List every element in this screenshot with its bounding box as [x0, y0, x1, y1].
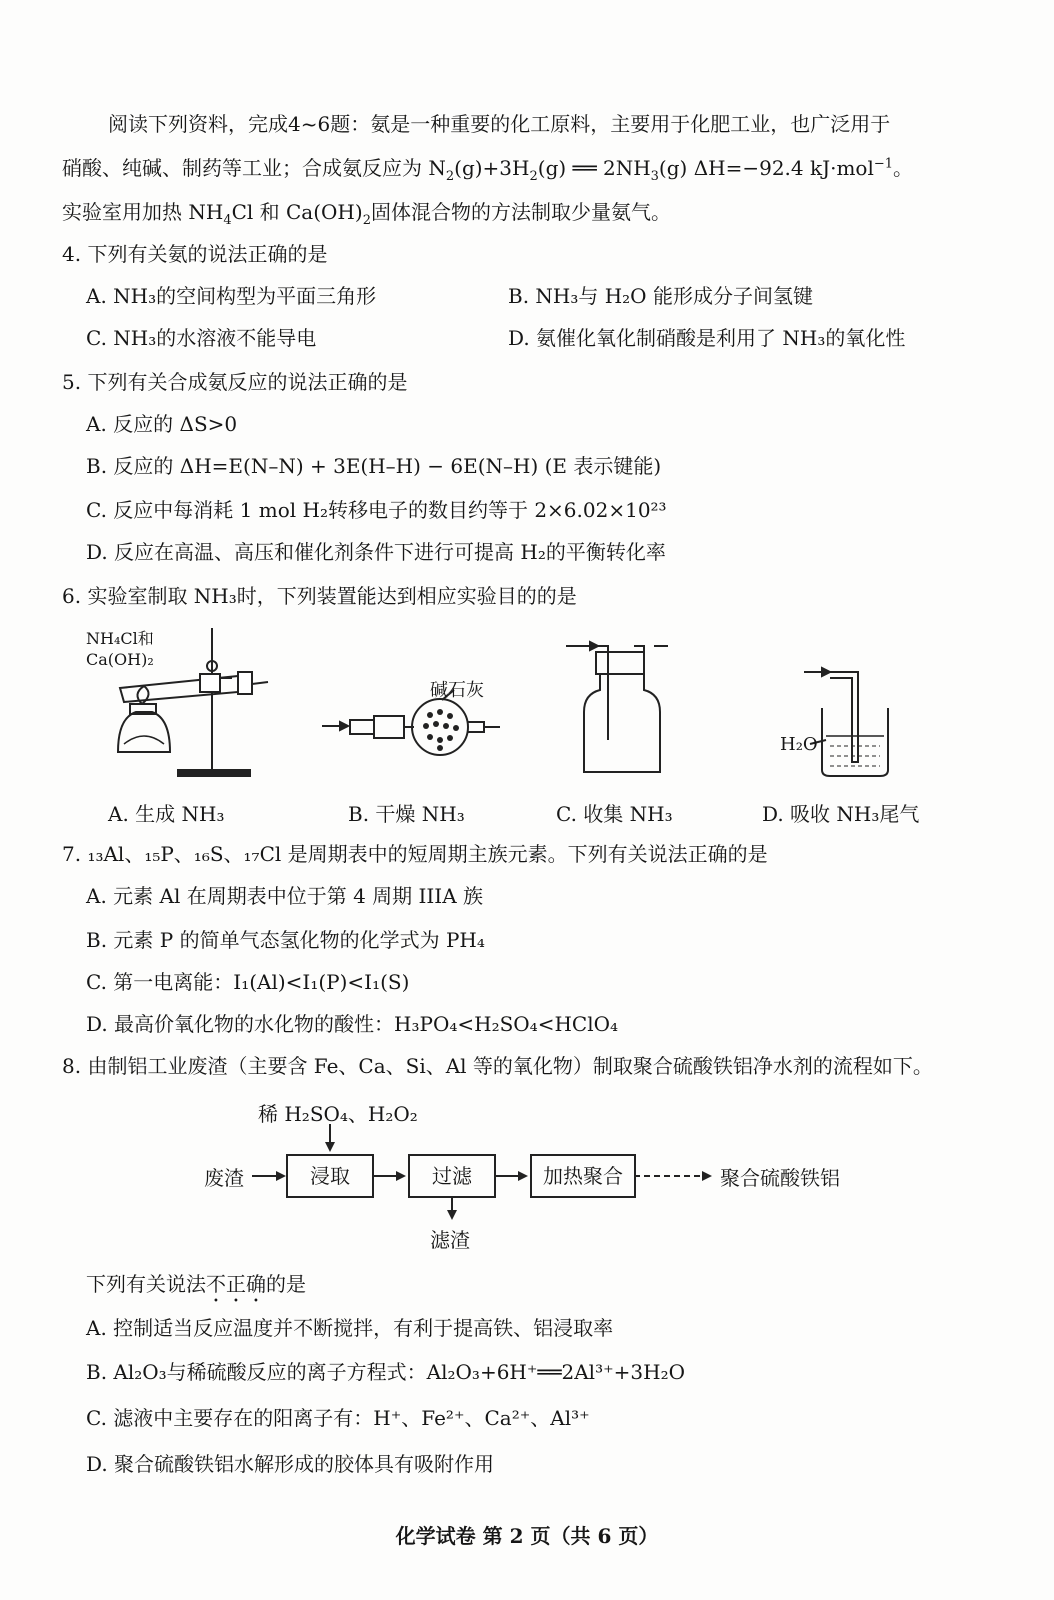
- q6-soda-lime-label: 碱石灰: [430, 680, 484, 701]
- q6-reagent-label-2: Ca(OH)₂: [86, 650, 154, 669]
- flow-residue: 滤渣: [430, 1228, 470, 1252]
- q6-water-label: H₂O: [780, 734, 818, 755]
- q8-option-d: D. 聚合硫酸铁铝水解形成的胶体具有吸附作用: [86, 1452, 495, 1476]
- q7-option-a: A. 元素 Al 在周期表中位于第 4 周期 IIIA 族: [86, 884, 484, 908]
- q7-option-c: C. 第一电离能：I₁(Al)<I₁(P)<I₁(S): [86, 970, 410, 994]
- long-tube-c: [598, 646, 608, 740]
- absorption-tube: [830, 672, 858, 762]
- stand-base: [178, 770, 250, 776]
- soda-lime-granules: [423, 709, 459, 751]
- q4-option-a: A. NH₃的空间构型为平面三角形: [86, 284, 377, 308]
- q6-option-b: B. 干燥 NH₃: [348, 802, 465, 826]
- page-footer: 化学试卷 第 2 页（共 6 页）: [395, 1524, 659, 1548]
- q4-option-c: C. NH₃的水溶液不能导电: [86, 326, 317, 350]
- drying-tube-stopper: [374, 716, 404, 738]
- bottle-stopper: [596, 652, 644, 674]
- q7-option-d: D. 最高价氧化物的水化物的酸性：H₃PO₄<H₂SO₄<HClO₄: [86, 1012, 619, 1036]
- flow-step-polymerize: 加热聚合: [530, 1154, 636, 1198]
- q8-sub-stem: 下列有关说法不正确的是: [86, 1272, 306, 1296]
- q4-option-d: D. 氨催化氧化制硝酸是利用了 NH₃的氧化性: [508, 326, 906, 350]
- q6-reagent-label-1: NH₄Cl和: [86, 629, 154, 648]
- q5-option-d: D. 反应在高温、高压和催化剂条件下进行可提高 H₂的平衡转化率: [86, 540, 666, 564]
- q7-option-b: B. 元素 P 的简单气态氢化物的化学式为 PH₄: [86, 928, 485, 952]
- collection-bottle: [584, 674, 660, 772]
- flow-input: 废渣: [204, 1166, 244, 1190]
- delivery-tube: [252, 682, 268, 684]
- q8-stem: 8. 由制铝工业废渣（主要含 Fe、Ca、Si、Al 等的氧化物）制取聚合硫酸铁铝净水剂的流程如下。: [62, 1054, 933, 1078]
- stopper: [238, 672, 252, 694]
- q5-option-a: A. 反应的 ΔS>0: [86, 412, 238, 436]
- q4-option-b: B. NH₃与 H₂O 能形成分子间氢键: [508, 284, 813, 308]
- q6-option-d: D. 吸收 NH₃尾气: [762, 802, 920, 826]
- q6-stem: 6. 实验室制取 NH₃时，下列装置能达到相应实验目的的是: [62, 584, 577, 608]
- q6-option-c: C. 收集 NH₃: [556, 802, 673, 826]
- q8-option-c: C. 滤液中主要存在的阳离子有：H⁺、Fe²⁺、Ca²⁺、Al³⁺: [86, 1406, 590, 1430]
- flow-step-filter: 过滤: [408, 1154, 496, 1198]
- intro-line-1: 阅读下列资料，完成4~6题：氨是一种重要的化工原料，主要用于化肥工业，也广泛用于: [108, 112, 891, 136]
- drying-tube-inlet: [350, 720, 374, 734]
- q8-option-b: B. Al₂O₃与稀硫酸反应的离子方程式：Al₂O₃+6H⁺══2Al³⁺+3H₂O: [86, 1360, 685, 1384]
- intro-line-2: 硝酸、纯碱、制药等工业；合成氨反应为 $N_2(g)+3H_2(g)$ ══ $2NH_3(g)$ ΔH=−92.4 kJ·mol$^{-1}$。: [62, 156, 914, 184]
- q6-option-a: A. 生成 NH₃: [108, 802, 225, 826]
- q7-stem: 7. ₁₃Al、₁₅P、₁₆S、₁₇Cl 是周期表中的短周期主族元素。下列有关说法正确的是: [62, 842, 768, 866]
- flow-reagent: 稀 H₂SO₄、H₂O₂: [258, 1102, 418, 1126]
- q8-option-a: A. 控制适当反应温度并不断搅拌，有利于提高铁、铝浸取率: [86, 1316, 614, 1340]
- q5-stem: 5. 下列有关合成氨反应的说法正确的是: [62, 370, 408, 394]
- flow-product: 聚合硫酸铁铝: [720, 1166, 840, 1190]
- q4-stem: 4. 下列有关氨的说法正确的是: [62, 242, 328, 266]
- flow-step-leach: 浸取: [286, 1154, 374, 1198]
- intro-line-3: 实验室用加热 $NH_4Cl$ 和 $Ca(OH)_2$固体混合物的方法制取少量氨气。: [62, 200, 671, 228]
- q5-option-c: C. 反应中每消耗 1 mol H₂转移电子的数目约等于 2×6.02×10²³: [86, 498, 667, 522]
- alcohol-lamp: [118, 712, 170, 752]
- q5-option-b: B. 反应的 ΔH=E(N–N) + 3E(H–H) − 6E(N–H) (E 表示键能): [86, 454, 662, 478]
- emphasis-not-correct: 不正确: [206, 1272, 266, 1296]
